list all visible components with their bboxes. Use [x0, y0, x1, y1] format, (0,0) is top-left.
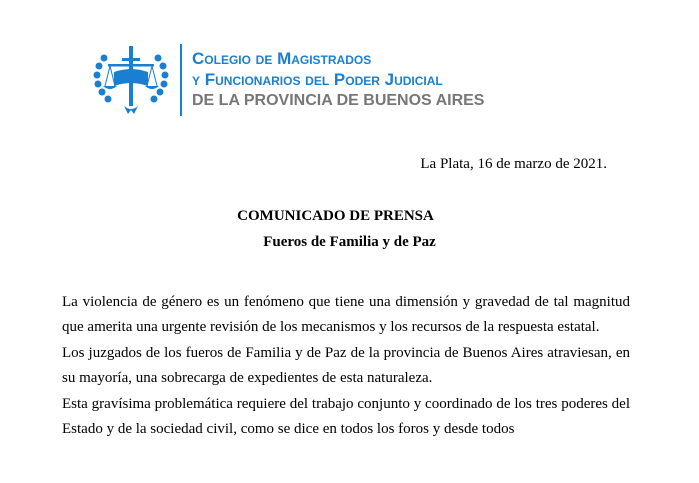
document-body — [62, 290, 630, 443]
document-title: COMUNICADO DE PRENSA — [237, 208, 434, 224]
document-date: La Plata, 16 de marzo de 2021. — [420, 156, 607, 172]
organization-name — [192, 48, 484, 111]
document-subtitle: Fueros de Familia y de Paz — [263, 234, 436, 250]
letterhead — [88, 38, 508, 120]
org-line-2: y Funcionarios del Poder Judicial — [192, 70, 443, 89]
paragraph: Los juzgados de los fueros de Familia y de Paz de la provincia de Buenos Aires atraviesan, en su mayoría, una sobrecarga de expedientes de esta naturaleza. — [62, 345, 630, 386]
paragraph: Esta gravísima problemática requiere del trabajo conjunto y coordinado de los tres poderes del Estado y de la sociedad civil, como se dice en todos los foros y desde todos — [62, 396, 630, 437]
header-divider — [180, 44, 182, 116]
org-line-3: DE LA PROVINCIA DE BUENOS AIRES — [192, 92, 485, 109]
org-line-1: Colegio de Magistrados — [192, 49, 372, 68]
paragraph: La violencia de género es un fenómeno que tiene una dimensión y gravedad de tal magnitud que amerita una urgente revisión de los mecanismos y los recursos de la respuesta estatal. — [62, 294, 630, 335]
scales-of-justice-sword-icon — [88, 40, 174, 118]
